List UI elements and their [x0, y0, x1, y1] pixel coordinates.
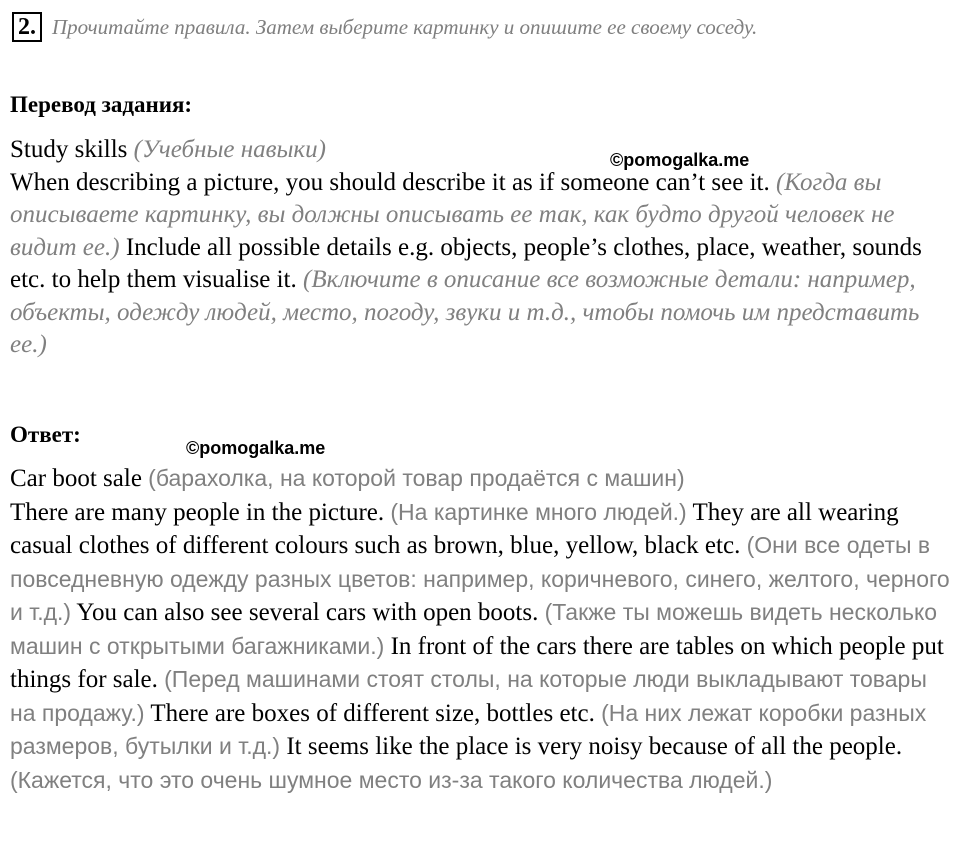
answer-s2-ru: (Они все одеты в повседневную одежду разных цветов: например, коричневого, синего, желтого, черного и т.д.): [10, 532, 950, 625]
translation-s1-en: When describing a picture, you should describe it as if someone can’t see it.: [10, 168, 770, 196]
answer-heading: Ответ:: [10, 422, 81, 447]
answer-s6-en: It seems like the place is very noisy because of all the people.: [286, 733, 903, 760]
answer-title-ru: (барахолка, на которой товар продаётся с машин): [148, 465, 685, 491]
translation-s2-ru: (Включите в описание все возможные детали: например, объекты, одежду людей, место, погоду, звуки и т.д., чтобы помочь им представить ее.): [10, 266, 920, 358]
answer-s1-en: There are many people in the picture.: [10, 498, 385, 526]
answer-block: [10, 462, 952, 797]
task-instruction: Прочитайте правила. Затем выберите картинку и опишите ее своему соседу.: [52, 14, 758, 39]
answer-s4-en: In front of the cars there are tables on which people put things for sale.: [10, 632, 944, 693]
task-header: [12, 12, 948, 42]
translation-heading: Перевод задания:: [10, 92, 193, 117]
translation-s1-ru: (Когда вы описываете картинку, вы должны описывать ее так, как будто другой человек не видит ее.): [10, 168, 895, 261]
translation-title-en: Study skills: [10, 136, 128, 163]
answer-s3-en: You can also see several cars with open boots.: [76, 599, 539, 626]
answer-s1-ru: (На картинке много людей.): [390, 498, 687, 525]
answer-s4-ru: (Перед машинами стоят столы, на которые люди выкладывают товары на продажу.): [10, 666, 927, 726]
answer-title-en: Car boot sale: [10, 465, 142, 492]
task-number: 2.: [12, 12, 42, 42]
translation-s2-en: Include all possible details e.g. objects, people’s clothes, place, weather, sounds etc. to help them visualise it.: [10, 233, 922, 293]
answer-s5-en: There are boxes of different size, bottles etc.: [150, 699, 595, 727]
answer-s6-ru: (Кажется, что это очень шумное место из-за такого количества людей.): [10, 766, 773, 793]
answer-s5-ru: (На них лежат коробки разных размеров, бутылки и т.д.): [10, 699, 927, 759]
translation-title-ru: (Учебные навыки): [133, 136, 326, 163]
answer-s3-ru: (Также ты можешь видеть несколько машин с открытыми багажниками.): [10, 599, 938, 659]
watermark-top: ©pomogalka.me: [610, 150, 750, 170]
watermark-answer: ©pomogalka.me: [186, 438, 326, 458]
translation-block: [10, 134, 952, 362]
answer-s2-en: They are all wearing casual clothes of different colours such as brown, blue, yellow, black etc.: [10, 498, 899, 559]
